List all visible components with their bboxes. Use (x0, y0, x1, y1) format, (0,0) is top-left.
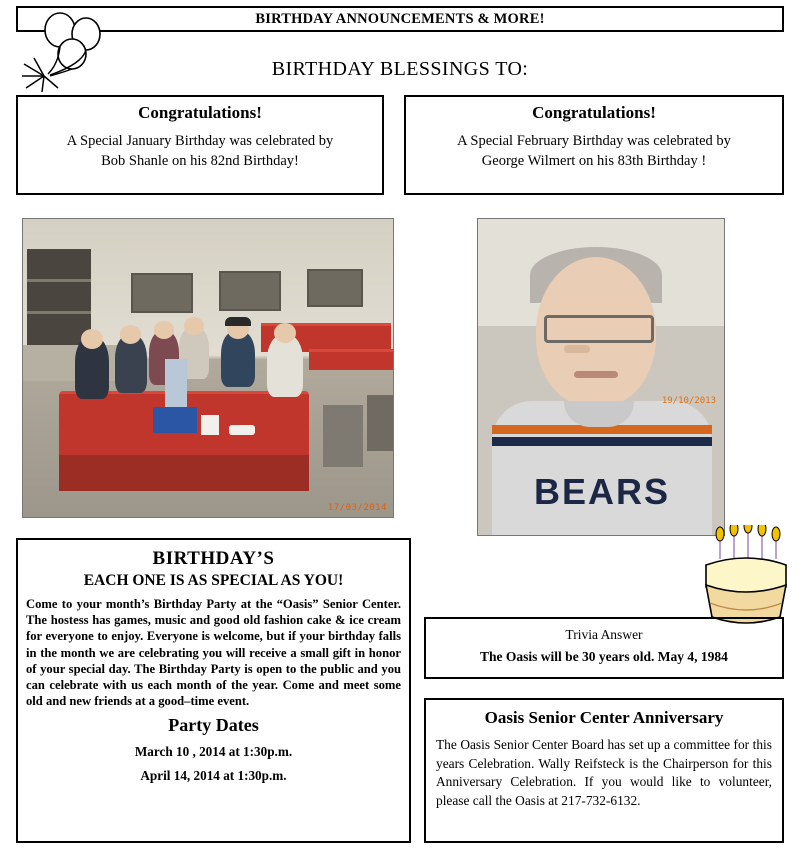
party-date-1: March 10 , 2014 at 1:30p.m. (134, 744, 293, 760)
birthdays-info-box (16, 538, 411, 843)
congrats-box-february (404, 95, 784, 195)
anniversary-body-text: The Oasis Senior Center Board has set up a committee for this years Celebration. Wally Reifsteck is the Chairperson for this Anniversary Celebration. If you would like to volunteer, please call the Oasis at 217-732-6132. (436, 737, 772, 808)
trivia-label: Trivia Answer (565, 627, 643, 642)
congrats-heading: Congratulations! (138, 103, 262, 122)
blessings-subtitle: BIRTHDAY BLESSINGS TO: (271, 58, 529, 80)
header-banner (16, 6, 784, 32)
anniversary-heading: Oasis Senior Center Anniversary (484, 708, 724, 727)
trivia-answer-text: The Oasis will be 30 years old. May 4, 1984 (480, 649, 728, 664)
george-wilmert-portrait-photo (477, 218, 725, 536)
congrats-line-1: A Special February Birthday was celebrated by (457, 133, 731, 149)
party-dates-heading: Party Dates (168, 715, 259, 736)
party-date-2: April 14, 2014 at 1:30p.m. (140, 768, 287, 784)
birthdays-subheading: EACH ONE IS AS SPECIAL AS YOU! (83, 572, 344, 589)
birthdays-body-text: Come to your month’s Birthday Party at the “Oasis” Senior Center. The hostess has games, music and good old fashion cake & ice cream for everyone to enjoy. Everyone is welcome, but if your birthday falls in the month we are celebrating you will receive a small gift in honor of your special day. The Birthday Party is open to the public and you can celebrate with us each month of the year. Come and meet some old and new friends at a good–time event. (26, 597, 401, 709)
congrats-line-2: George Wilmert on his 83th Birthday ! (481, 153, 707, 169)
birthdays-heading: BIRTHDAY’S (152, 548, 275, 569)
congrats-box-january (16, 95, 384, 195)
congrats-line-2: Bob Shanle on his 82nd Birthday! (101, 153, 299, 169)
photo-date-stamp: 17/03/2014 (327, 503, 387, 513)
portrait-background (478, 219, 724, 535)
congrats-heading: Congratulations! (532, 103, 656, 122)
group-birthday-party-photo (22, 218, 394, 518)
photo-room-background (23, 219, 393, 517)
trivia-answer-box (424, 617, 784, 679)
shirt-text: BEARS (533, 471, 671, 512)
congrats-line-1: A Special January Birthday was celebrated by (66, 133, 334, 149)
page-title: BIRTHDAY ANNOUNCEMENTS & MORE! (255, 10, 545, 27)
anniversary-box (424, 698, 784, 843)
photo-date-stamp: 19/10/2013 (661, 395, 716, 406)
